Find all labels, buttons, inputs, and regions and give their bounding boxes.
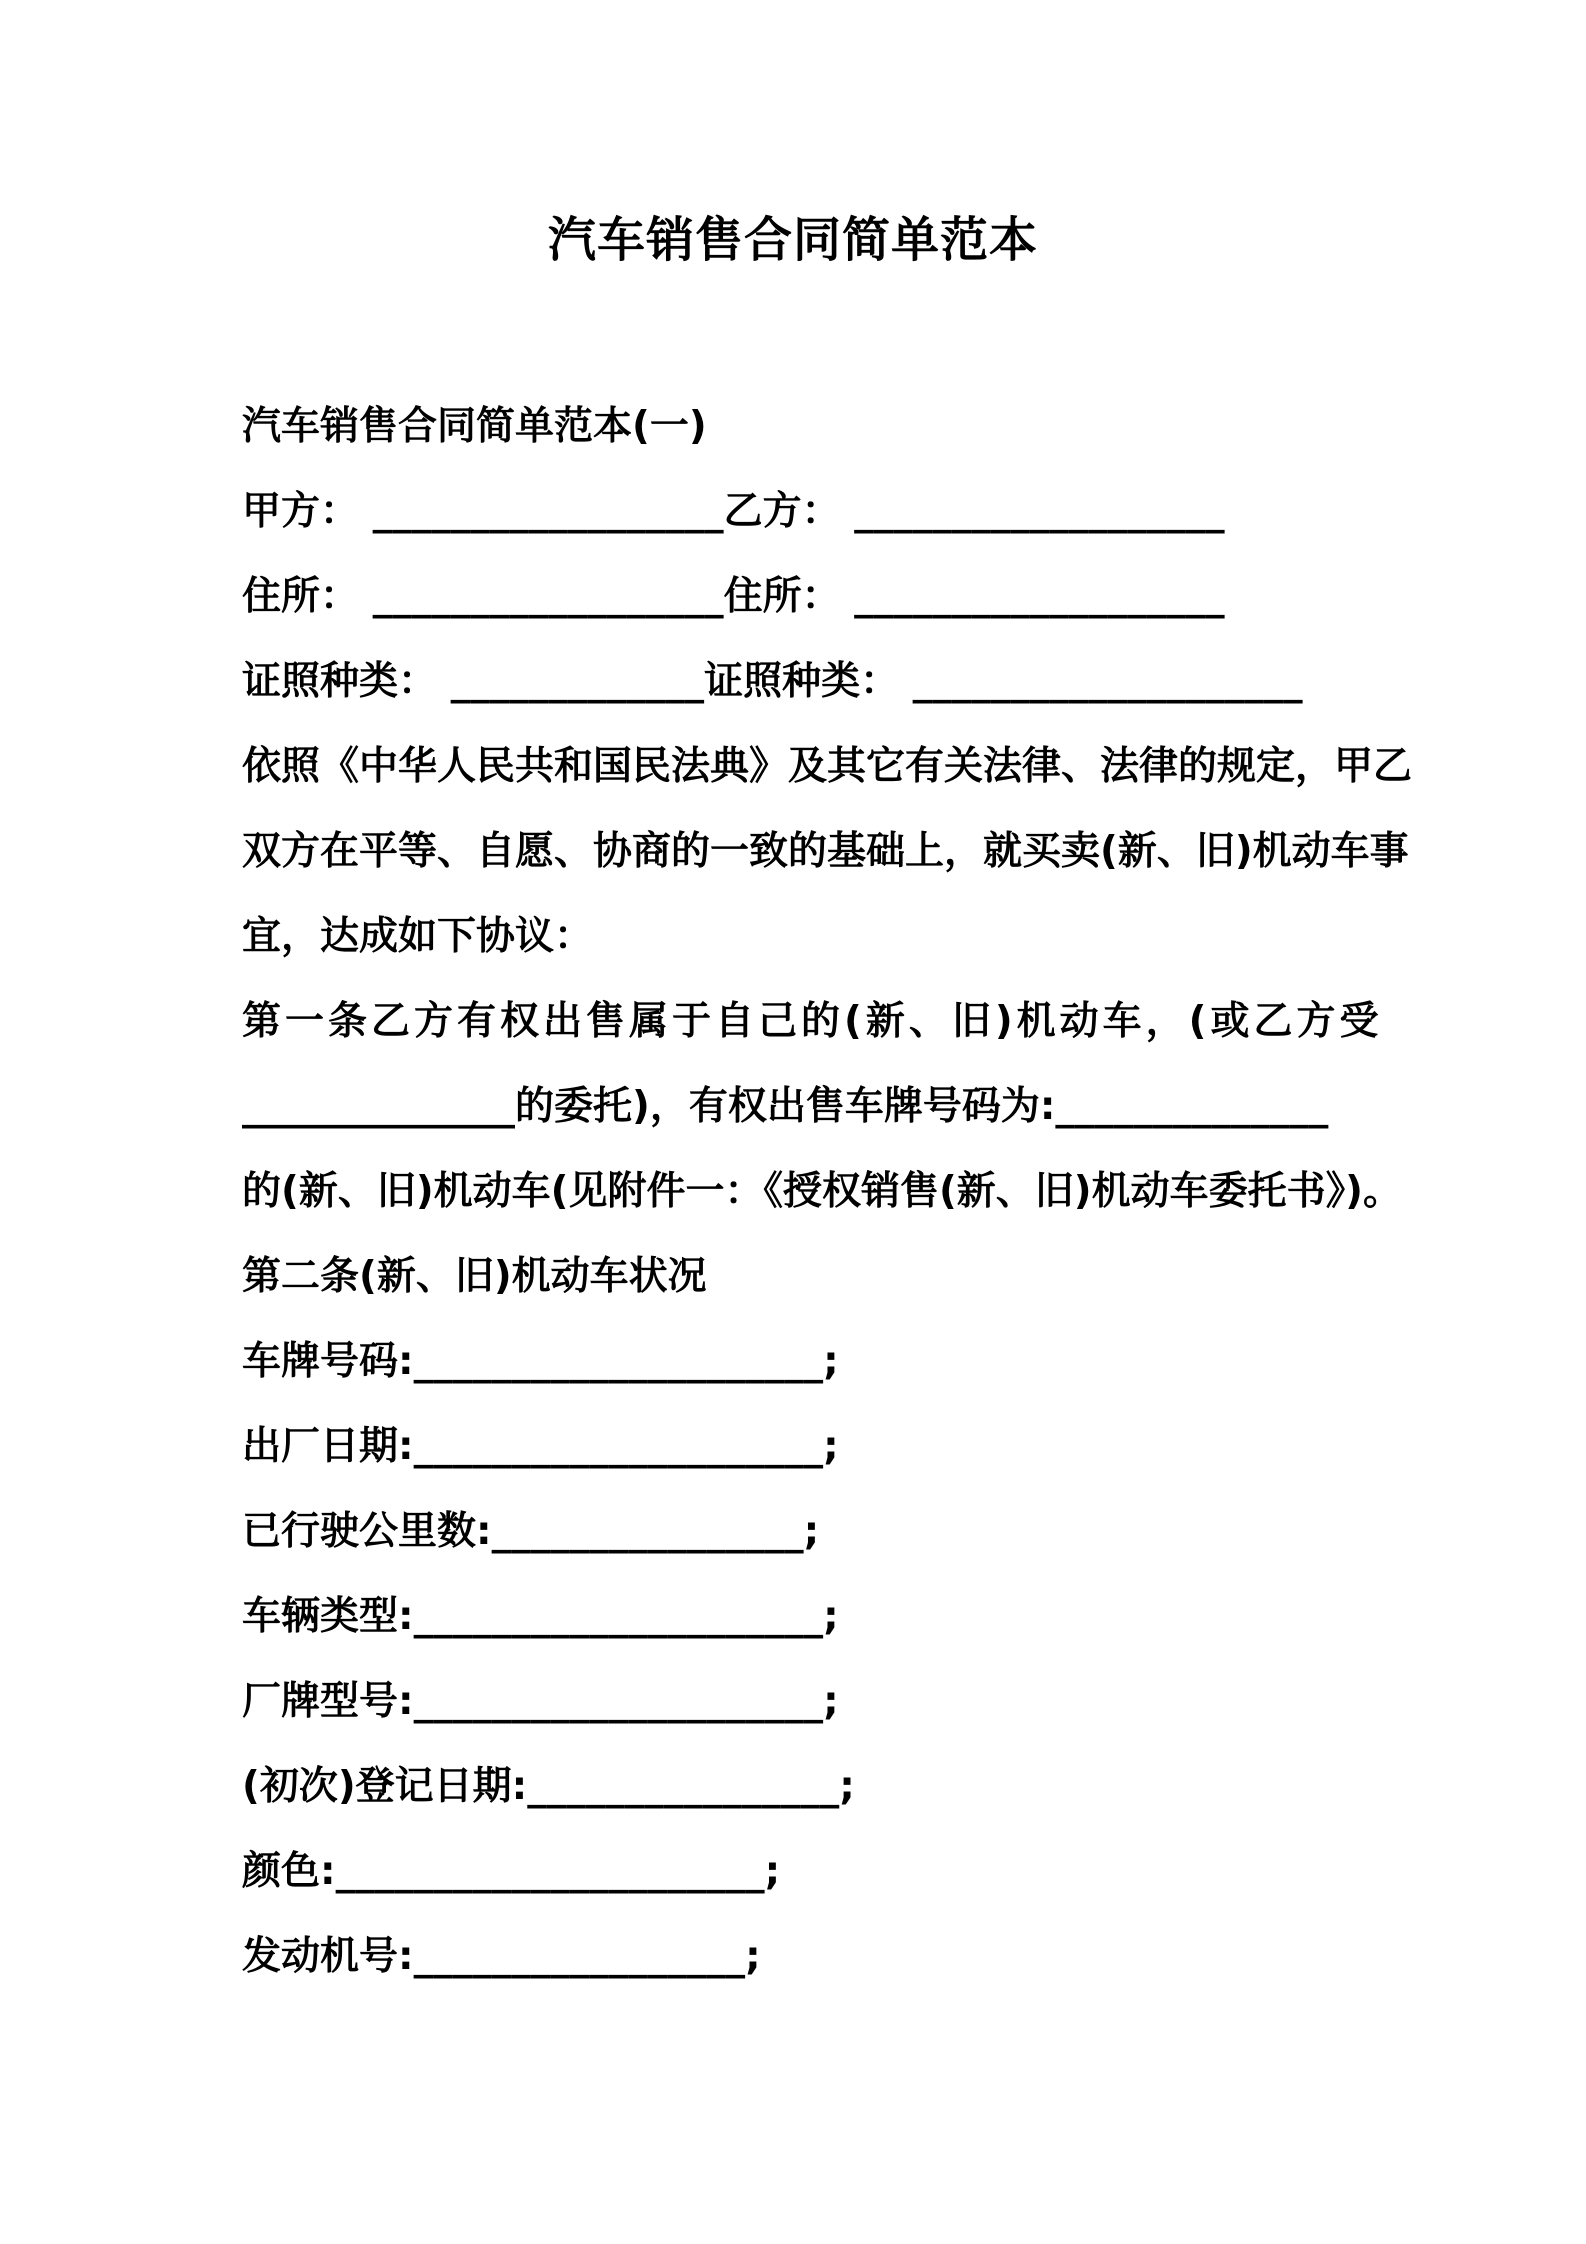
field-brand-model: 厂牌型号:_____________________; — [242, 1679, 839, 1724]
clause2-heading: 第二条(新、旧)机动车状况 — [242, 1254, 707, 1299]
legal-basis-line-2: 双方在平等、自愿、协商的一致的基础上，就买卖(新、旧)机动车事 — [242, 829, 1409, 874]
legal-basis-line-3: 宜，达成如下协议： — [242, 914, 594, 959]
address-line: 住所： __________________住所： ___________________ — [242, 574, 1225, 619]
clause1-line-3: 的(新、旧)机动车(见附件一：《授权销售(新、旧)机动车委托书》)。 — [242, 1169, 1402, 1214]
field-vehicle-type: 车辆类型:_____________________; — [242, 1594, 839, 1639]
document-body — [242, 402, 1413, 2017]
subtitle-line: 汽车销售合同简单范本(一) — [242, 404, 707, 449]
document-title: 汽车销售合同简单范本 — [547, 212, 1038, 268]
field-manufacture-date: 出厂日期:_____________________; — [242, 1424, 839, 1469]
legal-basis-line-1: 依照《中华人民共和国民法典》及其它有关法律、法律的规定，甲乙 — [242, 744, 1413, 789]
field-registration-date: (初次)登记日期:________________; — [242, 1764, 855, 1809]
license-type-line: 证照种类： _____________证照种类： ____________________ — [242, 659, 1303, 704]
field-color: 颜色:______________________; — [242, 1849, 781, 1894]
field-plate-number: 车牌号码:_____________________; — [242, 1339, 839, 1384]
party-a-b-line: 甲方： __________________乙方： ___________________ — [242, 489, 1225, 534]
field-mileage: 已行驶公里数:________________; — [242, 1509, 820, 1554]
clause1-line-2: ______________的委托)，有权出售车牌号码为:______________ — [242, 1084, 1329, 1129]
clause1-line-1: 第一条乙方有权出售属于自己的(新、旧)机动车，(或乙方受 — [242, 999, 1383, 1044]
field-engine-number: 发动机号:_________________; — [242, 1934, 761, 1979]
